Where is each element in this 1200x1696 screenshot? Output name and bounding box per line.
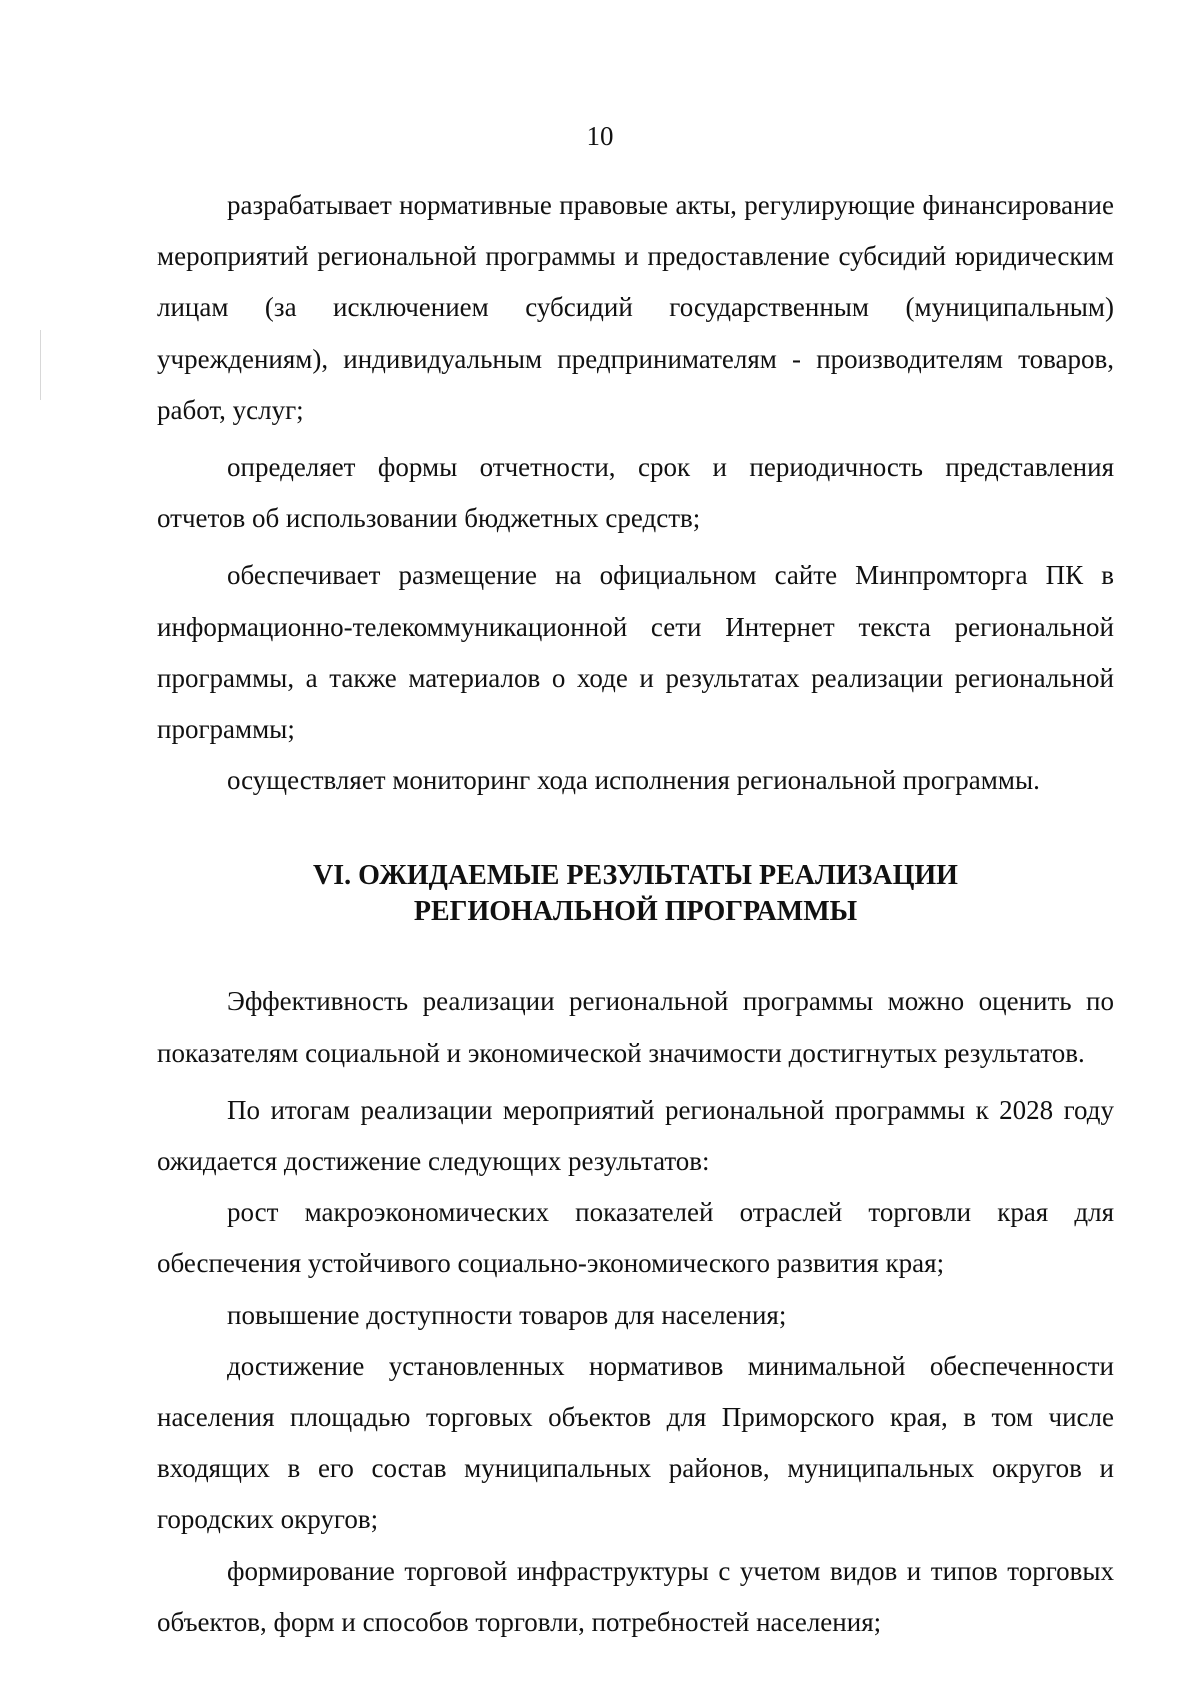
expected-results-list bbox=[157, 1187, 1114, 1648]
responsibility-paragraph-2: определяет формы отчетности, срок и периодичность представления отчетов об использовании бюджетных средств; bbox=[157, 452, 1114, 534]
page-number: 10 bbox=[586, 121, 614, 151]
expected-result-item-3: достижение установленных нормативов минимальной обеспеченности населения площадью торговых объектов для Приморского края, в том числе входящих в его состав муниципальных районов, муниципальных округов и городских округов; bbox=[157, 1350, 1114, 1535]
section-heading bbox=[157, 858, 1114, 930]
section-heading-line-2: РЕГИОНАЛЬНОЙ ПРОГРАММЫ bbox=[413, 896, 858, 928]
expected-result-item-2: повышение доступности товаров для населения; bbox=[227, 1299, 787, 1330]
responsibility-paragraph-1: разрабатывает нормативные правовые акты, регулирующие финансирование мероприятий региональной программы и предоставление субсидий юридическим лицам (за исключением субсидий государственным (муниципальным) учреждениям), индивидуальным предпринимателям - производителям товаров, работ, услуг; bbox=[157, 190, 1114, 425]
section-heading-line-1: VI. ОЖИДАЕМЫЕ РЕЗУЛЬТАТЫ РЕАЛИЗАЦИИ bbox=[313, 860, 958, 892]
responsibility-paragraph-4: осуществляет мониторинг хода исполнения региональной программы. bbox=[227, 765, 1040, 796]
scan-artifact-line bbox=[40, 330, 41, 400]
page-content bbox=[157, 180, 1114, 1648]
section-expectation-paragraph: По итогам реализации мероприятий региональной программы к 2028 году ожидается достижение следующих результатов: bbox=[157, 1094, 1114, 1177]
section-intro-paragraph: Эффективность реализации региональной программы можно оценить по показателям социальной и экономической значимости достигнутых результатов. bbox=[157, 986, 1114, 1068]
expected-result-item-1: рост макроэкономических показателей отраслей торговли края для обеспечения устойчивого социально-экономического развития края; bbox=[157, 1197, 1114, 1279]
responsibility-paragraph-3: обеспечивает размещение на официальном сайте Минпромторга ПК в информационно-телекоммуникационной сети Интернет текста региональной программы, а также материалов о ходе и результатах реализации региональной программы; bbox=[157, 560, 1114, 745]
expected-result-item-4: формирование торговой инфраструктуры с учетом видов и типов торговых объектов, форм и способов торговли, потребностей населения; bbox=[157, 1555, 1114, 1637]
